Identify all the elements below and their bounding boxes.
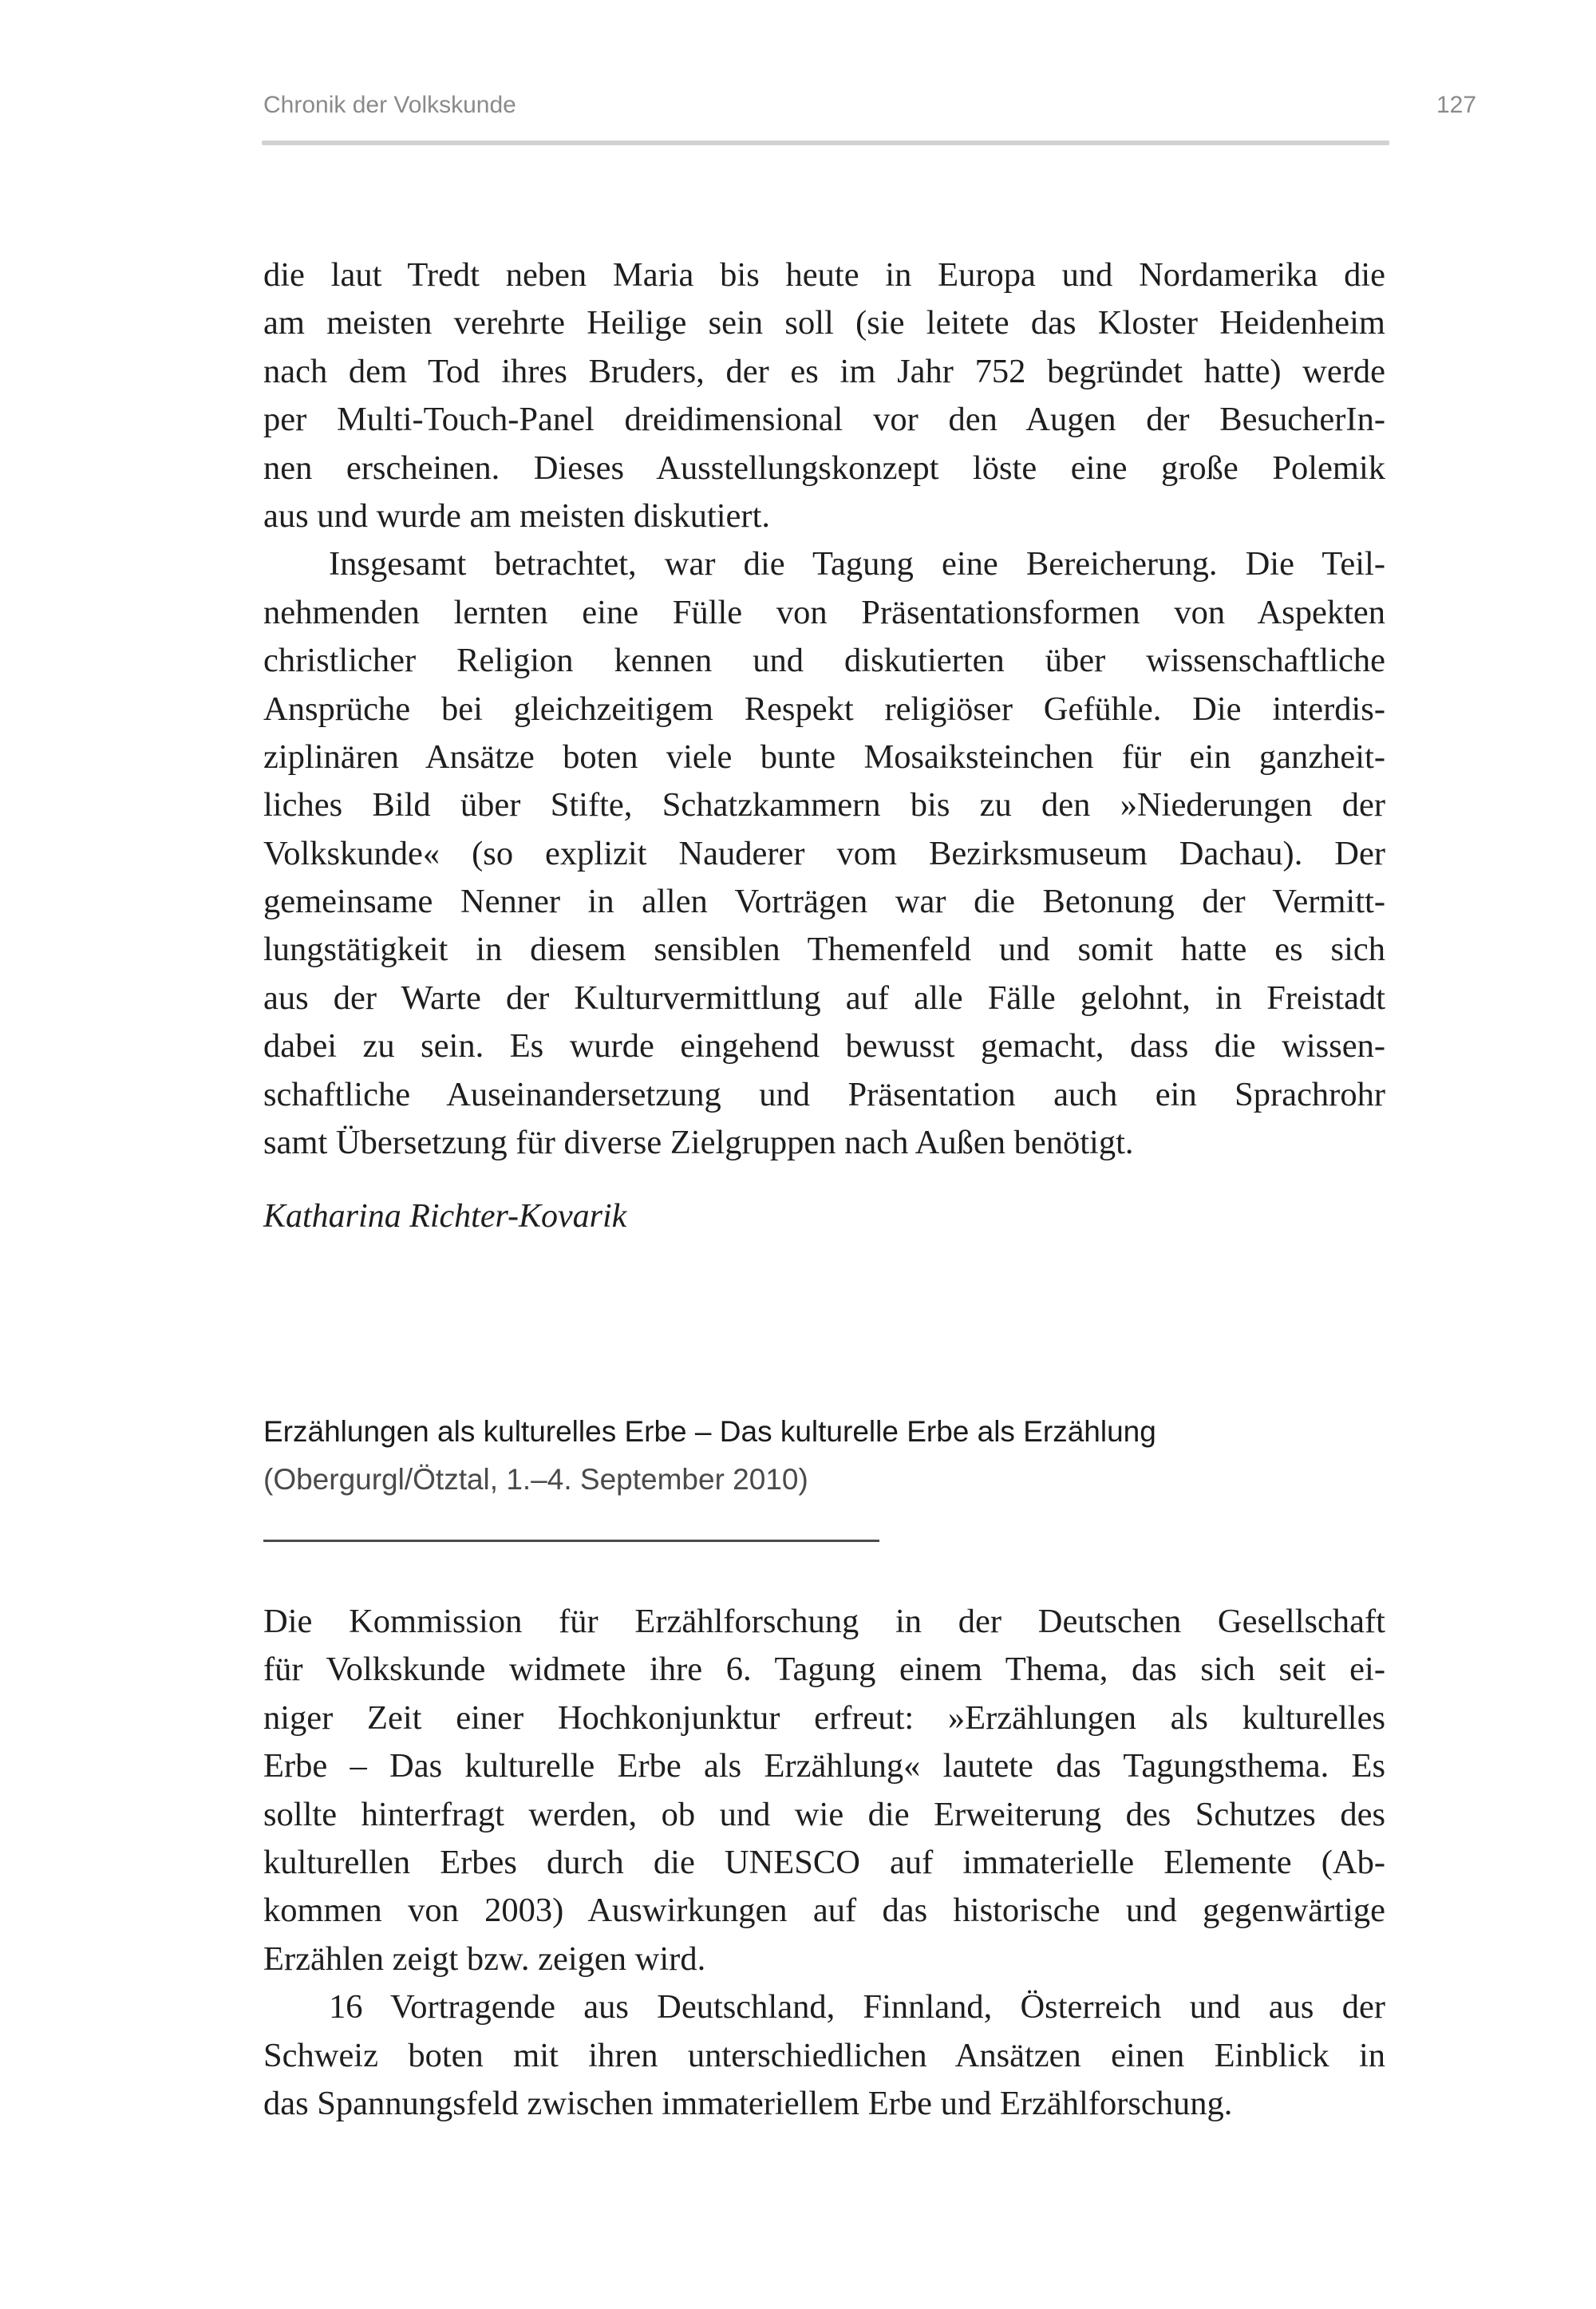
text-line: am meisten verehrte Heilige sein soll (sie leitete das Kloster Heidenheim <box>263 304 1385 342</box>
text-line: ziplinären Ansätze boten viele bunte Mosaiksteinchen für ein ganzheit- <box>263 737 1385 776</box>
text-line: aus der Warte der Kulturvermittlung auf alle Fälle gelohnt, in Freistadt <box>263 979 1385 1017</box>
paragraph <box>263 1983 1385 2128</box>
text-line: Ansprüche bei gleichzeitigem Respekt religiöser Gefühle. Die interdis- <box>263 690 1385 728</box>
text-line: kulturellen Erbes durch die UNESCO auf immaterielle Elemente (Ab- <box>263 1843 1385 1881</box>
text-line: per Multi-Touch-Panel dreidimensional vor den Augen der BesucherIn- <box>263 401 1385 439</box>
text-line: 16 Vortragende aus Deutschland, Finnland, Österreich und aus der <box>329 1988 1385 2026</box>
text-line: gemeinsame Nenner in allen Vorträgen war die Betonung der Vermitt- <box>263 883 1385 921</box>
section-divider <box>263 1540 879 1542</box>
page-number: 127 <box>1436 92 1477 118</box>
paragraph <box>263 1598 1385 1983</box>
header-divider <box>262 140 1389 145</box>
section1-body <box>263 251 1385 1167</box>
text-line: aus und wurde am meisten diskutiert. <box>263 496 771 535</box>
running-title: Chronik der Volkskunde <box>263 92 516 118</box>
section-subtitle: (Obergurgl/Ötztal, 1.–4. September 2010) <box>263 1463 808 1496</box>
text-line: Insgesamt betrachtet, war die Tagung eine Bereicherung. Die Teil- <box>329 545 1385 583</box>
text-line: das Spannungsfeld zwischen immateriellem Erbe und Erzählforschung. <box>263 2084 1233 2122</box>
text-line: Volkskunde« (so explizit Nauderer vom Bezirksmuseum Dachau). Der <box>263 834 1385 872</box>
paragraph <box>263 251 1385 540</box>
paragraph <box>263 540 1385 1167</box>
text-line: niger Zeit einer Hochkonjunktur erfreut: »Erzählungen als kulturelles <box>263 1698 1385 1737</box>
text-line: Erbe – Das kulturelle Erbe als Erzählung« lautete das Tagungsthema. Es <box>263 1747 1385 1785</box>
text-line: sollte hinterfragt werden, ob und wie die Erweiterung des Schutzes des <box>263 1795 1385 1833</box>
text-line: kommen von 2003) Auswirkungen auf das historische und gegenwärtige <box>263 1892 1385 1930</box>
text-line: nen erscheinen. Dieses Ausstellungskonzept löste eine große Polemik <box>263 449 1385 487</box>
text-line: Erzählen zeigt bzw. zeigen wird. <box>263 1939 706 1978</box>
text-line: schaftliche Auseinandersetzung und Präsentation auch ein Sprachrohr <box>263 1075 1385 1113</box>
text-line: liches Bild über Stifte, Schatzkammern bis zu den »Niederungen der <box>263 786 1385 824</box>
section-title: Erzählungen als kulturelles Erbe – Das kulturelle Erbe als Erzählung <box>263 1415 1156 1448</box>
text-line: lungstätigkeit in diesem sensiblen Themenfeld und somit hatte es sich <box>263 931 1385 969</box>
text-line: Die Kommission für Erzählforschung in der Deutschen Gesellschaft <box>263 1603 1385 1640</box>
text-line: nach dem Tod ihres Bruders, der es im Jahr 752 begründet hatte) werde <box>263 352 1385 390</box>
text-line: Schweiz boten mit ihren unterschiedlichen Ansätzen einen Einblick in <box>263 2036 1385 2074</box>
section2-body <box>263 1598 1385 2128</box>
text-line: nehmenden lernten eine Fülle von Präsentationsformen von Aspekten <box>263 593 1385 631</box>
text-line: samt Übersetzung für diverse Zielgruppen nach Außen benötigt. <box>263 1124 1134 1162</box>
text-line: für Volkskunde widmete ihre 6. Tagung einem Thema, das sich seit ei- <box>263 1651 1385 1689</box>
text-line: die laut Tredt neben Maria bis heute in Europa und Nordamerika die <box>263 256 1385 294</box>
text-line: dabei zu sein. Es wurde eingehend bewusst gemacht, dass die wissen- <box>263 1027 1385 1066</box>
author-signature: Katharina Richter-Kovarik <box>263 1198 627 1235</box>
text-line: christlicher Religion kennen und diskutierten über wissenschaftliche <box>263 642 1385 680</box>
